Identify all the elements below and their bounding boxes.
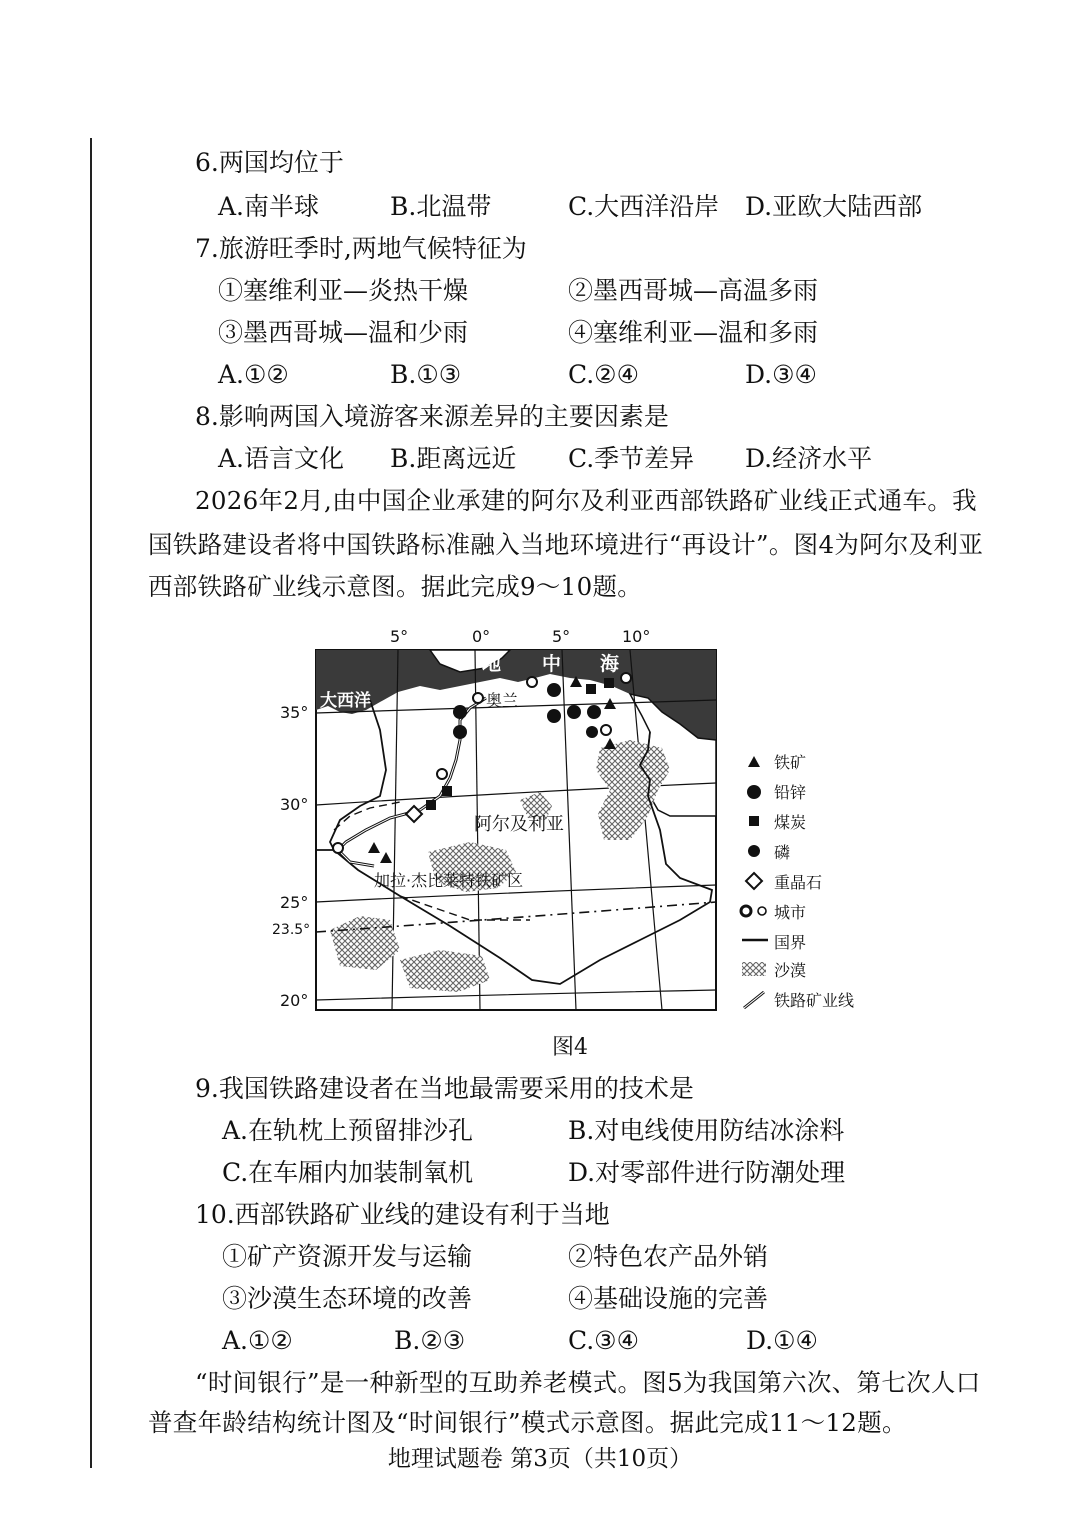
lon-label-10e: 10° — [622, 627, 651, 646]
legend-city-icon-2 — [758, 907, 766, 915]
question-10-option-b: B.②③ — [394, 1326, 466, 1355]
passage-1-line-2: 国铁路建设者将中国铁路标准融入当地环境进行“再设计”。图4为阿尔及利亚 — [148, 530, 984, 559]
lat-label-35: 35° — [280, 703, 309, 722]
question-7-statement-2: ②墨西哥城—高温多雨 — [568, 276, 819, 305]
lat-label-25: 25° — [280, 893, 309, 912]
lead-zinc-1 — [453, 705, 467, 719]
city-mid — [437, 769, 447, 779]
legend-coal-icon — [749, 816, 759, 826]
legend-city: 城市 — [774, 903, 807, 922]
legend-phosphate: 磷 — [774, 843, 791, 862]
lead-zinc-2 — [453, 725, 467, 739]
question-8-option-d: D.经济水平 — [745, 444, 873, 473]
question-7-statement-3: ③墨西哥城—温和少雨 — [218, 318, 469, 347]
lead-zinc-6 — [587, 705, 601, 719]
lon-label-5w: 5° — [390, 627, 409, 646]
question-9-option-d: D.对零部件进行防潮处理 — [568, 1158, 846, 1187]
question-10-statement-4: ④基础设施的完善 — [568, 1284, 769, 1313]
question-7-option-a: A.①② — [218, 360, 289, 389]
question-8-option-c: C.季节差异 — [568, 444, 695, 473]
legend-railway-icon-inner — [744, 992, 764, 1008]
legend-iron-ore: 铁矿 — [774, 753, 807, 772]
question-8-stem: 8.影响两国入境游客来源差异的主要因素是 — [195, 402, 669, 431]
question-9-option-c: C.在车厢内加装制氧机 — [222, 1158, 474, 1187]
legend-border: 国界 — [774, 933, 807, 952]
question-7-option-d: D.③④ — [745, 360, 817, 389]
ocean-label: 大西洋 — [320, 691, 371, 711]
question-10-option-c: C.③④ — [568, 1326, 640, 1355]
question-9-option-a: A.在轨枕上预留排沙孔 — [222, 1116, 474, 1145]
legend-barite: 重晶石 — [774, 873, 823, 892]
coal-1 — [586, 684, 596, 694]
legend-barite-icon — [746, 873, 762, 889]
question-7-statement-1: ①塞维利亚—炎热干燥 — [218, 276, 469, 305]
passage-1-line-3: 西部铁路矿业线示意图。据此完成9～10题。 — [148, 572, 643, 601]
passage-1-line-1: 2026年2月,由中国企业承建的阿尔及利亚西部铁路矿业线正式通车。我 — [195, 486, 977, 515]
question-7-option-b: B.①③ — [390, 360, 462, 389]
question-10-statement-3: ③沙漠生态环境的改善 — [222, 1284, 473, 1313]
question-10-statement-1: ①矿产资源开发与运输 — [222, 1242, 473, 1271]
legend-city-icon-1 — [741, 906, 751, 916]
lon-label-0: 0° — [472, 627, 491, 646]
question-10-option-d: D.①④ — [746, 1326, 818, 1355]
question-7-stem: 7.旅游旺季时,两地气候特征为 — [195, 234, 527, 263]
city-label-oran: 奥兰 — [486, 691, 519, 710]
passage-2-line-1: “时间银行”是一种新型的互助养老模式。图5为我国第六次、第七次人口 — [195, 1368, 981, 1397]
legend-railway: 铁路矿业线 — [774, 991, 855, 1010]
page-footer: 地理试题卷 第3页（共10页） — [387, 1446, 693, 1472]
sea-label-1: 地 — [482, 653, 502, 675]
lat-label-20: 20° — [280, 991, 309, 1010]
question-6-option-c: C.大西洋沿岸 — [568, 192, 720, 221]
question-8-option-b: B.距离远近 — [390, 444, 517, 473]
coal-2 — [604, 678, 614, 688]
sea-label-3: 海 — [600, 653, 620, 675]
question-10-statement-2: ②特色农产品外销 — [568, 1242, 769, 1271]
sea-label-2: 中 — [542, 653, 562, 675]
city-algiers — [527, 677, 537, 687]
lead-zinc-3 — [547, 683, 561, 697]
phosphate-1 — [586, 726, 598, 738]
coal-4 — [426, 800, 436, 810]
question-6-stem: 6.两国均位于 — [195, 148, 344, 177]
question-7-option-c: C.②④ — [568, 360, 640, 389]
lead-zinc-5 — [567, 705, 581, 719]
legend-lead-zinc-icon — [747, 785, 761, 799]
lon-label-5e: 5° — [552, 627, 571, 646]
question-6-option-a: A.南半球 — [218, 192, 320, 221]
city-oran — [473, 693, 483, 703]
city-south-east — [601, 725, 611, 735]
algeria-railway-map — [270, 620, 890, 1025]
lead-zinc-4 — [547, 709, 561, 723]
legend-phosphate-icon — [748, 845, 760, 857]
mine-label: 加拉·杰比莱特铁矿区 — [374, 871, 524, 890]
city-east — [621, 673, 631, 683]
legend-iron-ore-icon — [748, 756, 760, 767]
passage-2-line-2: 普查年龄结构统计图及“时间银行”模式示意图。据此完成11～12题。 — [148, 1408, 907, 1437]
legend-coal: 煤炭 — [774, 813, 807, 832]
question-7-statement-4: ④塞维利亚—温和多雨 — [568, 318, 819, 347]
question-10-option-a: A.①② — [222, 1326, 293, 1355]
question-10-stem: 10.西部铁路矿业线的建设有利于当地 — [195, 1200, 610, 1229]
coal-3 — [442, 786, 452, 796]
question-8-option-a: A.语言文化 — [218, 444, 345, 473]
lat-label-30: 30° — [280, 795, 309, 814]
figure-4-caption: 图4 — [552, 1035, 588, 1060]
lat-label-23-5: 23.5° — [272, 922, 311, 938]
legend-desert: 沙漠 — [774, 961, 807, 980]
map-legend — [741, 753, 854, 1010]
question-6-option-b: B.北温带 — [390, 192, 492, 221]
question-6-option-d: D.亚欧大陆西部 — [745, 192, 923, 221]
legend-lead-zinc: 铅锌 — [774, 783, 807, 802]
question-9-stem: 9.我国铁路建设者在当地最需要采用的技术是 — [195, 1074, 694, 1103]
city-west — [333, 843, 343, 853]
country-label: 阿尔及利亚 — [474, 814, 564, 835]
legend-desert-icon — [742, 962, 766, 976]
binding-margin-line — [90, 138, 92, 1468]
question-9-option-b: B.对电线使用防结冰涂料 — [568, 1116, 845, 1145]
